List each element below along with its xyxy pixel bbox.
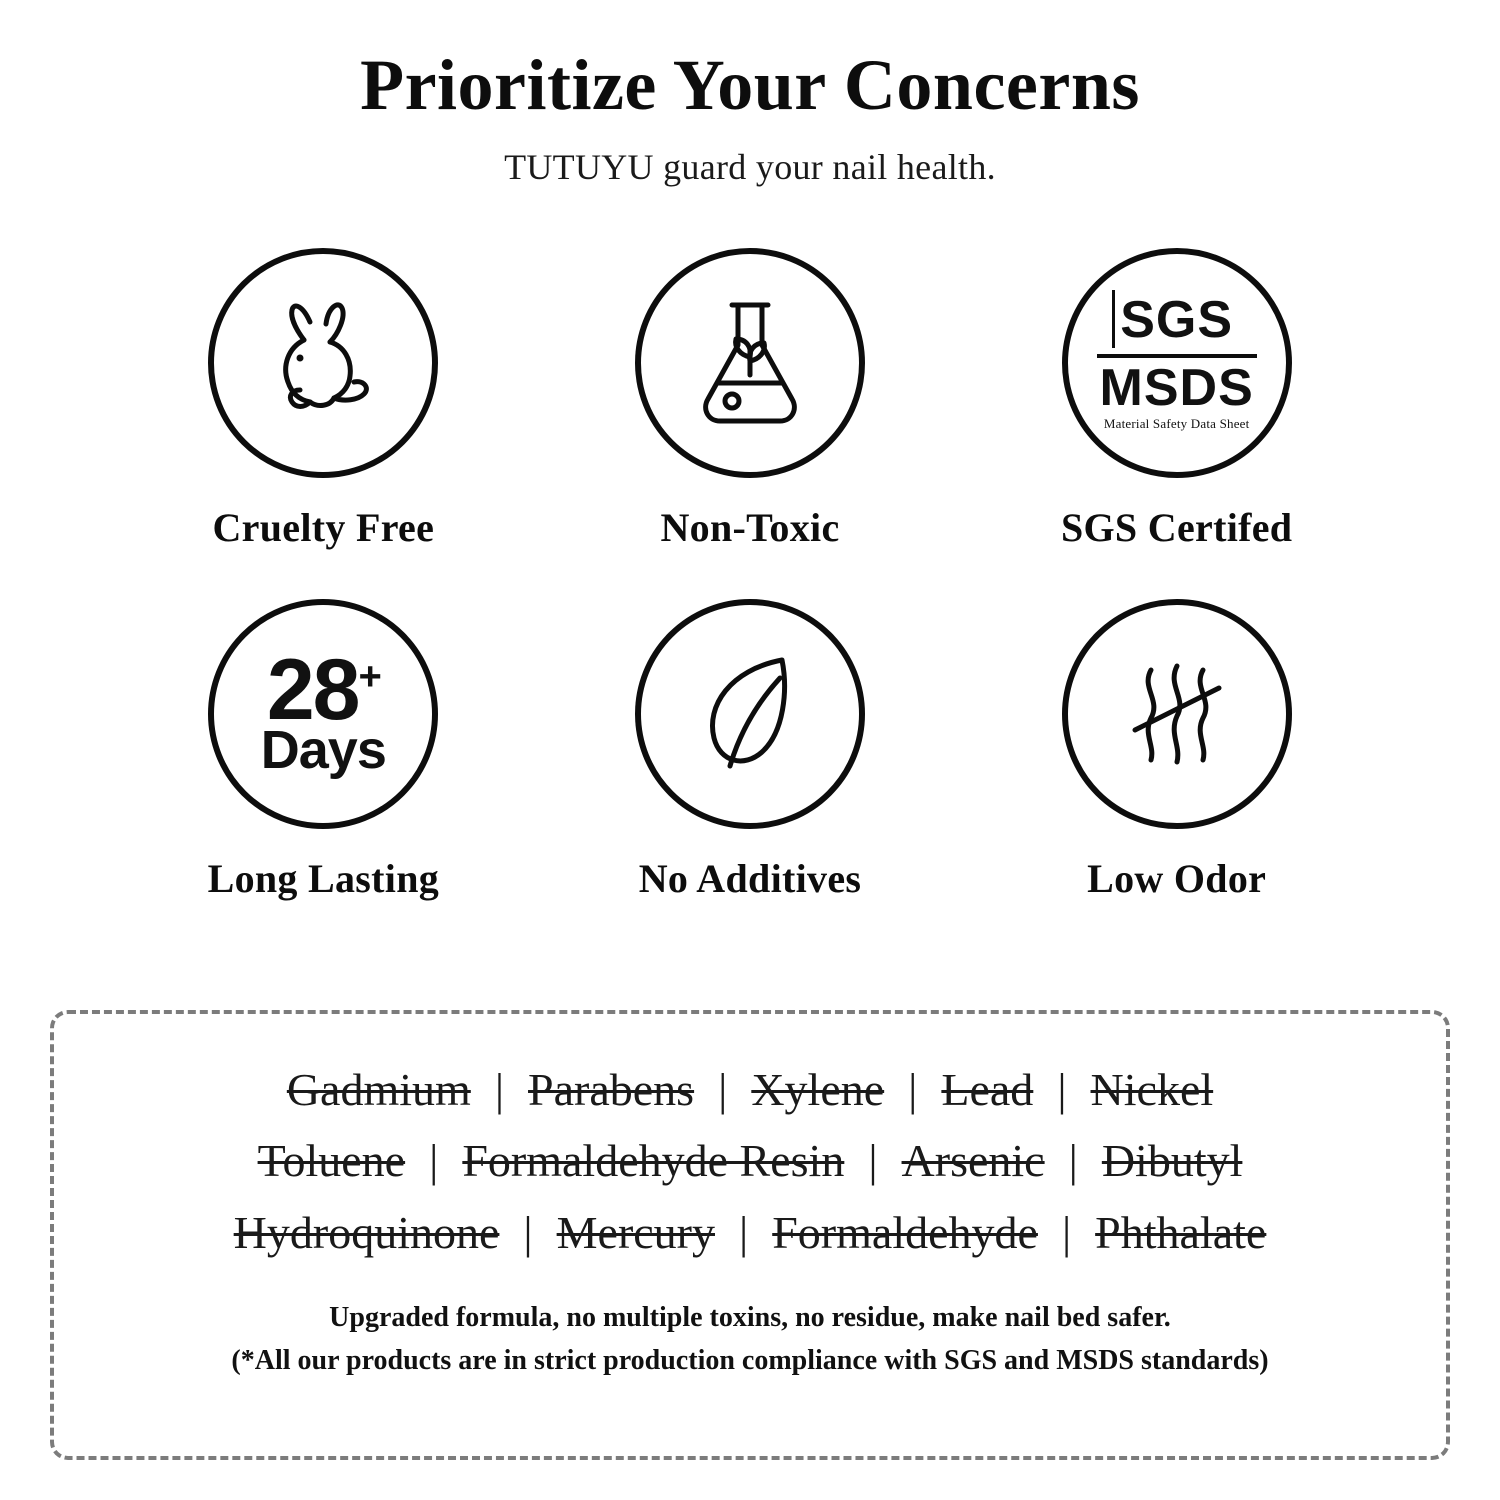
feature-no-additives [537, 599, 964, 902]
ingredient-item: Lead [941, 1064, 1034, 1115]
separator: | [718, 1064, 728, 1115]
header [0, 0, 1500, 188]
separator: | [494, 1064, 505, 1115]
flask-plant-icon [635, 248, 865, 478]
feature-low-odor [963, 599, 1390, 902]
separator: | [908, 1064, 918, 1115]
ingredient-item: Xylene [751, 1064, 885, 1115]
feature-cruelty-free [110, 248, 537, 551]
ingredient-item: Hydroquinone [233, 1206, 500, 1258]
sgs-middle-text: MSDS [1099, 358, 1254, 417]
separator: | [523, 1206, 533, 1258]
28-days-icon [208, 599, 438, 829]
separator: | [1061, 1206, 1072, 1258]
sgs-vertical-rule [1112, 290, 1115, 348]
ingredient-item: Nickel [1090, 1064, 1214, 1115]
free-from-row [94, 1125, 1406, 1196]
feature-grid [0, 248, 1500, 902]
ingredient-item: Formaldehyde [772, 1206, 1038, 1258]
note-primary: Upgraded formula, no multiple toxins, no residue, make nail bed safer. [329, 1301, 1171, 1333]
separator: | [1057, 1064, 1067, 1115]
feature-label: SGS Certifed [1060, 504, 1293, 550]
days-word: Days [260, 720, 386, 781]
feature-label: Long Lasting [207, 855, 440, 901]
days-badge-content [260, 642, 386, 781]
separator: | [868, 1135, 878, 1187]
note-secondary: (*All our products are in strict production compliance with SGS and MSDS standards) [231, 1345, 1269, 1377]
days-number-value: 28 [266, 642, 359, 739]
feature-long-lasting [110, 599, 537, 902]
feature-label: No Additives [638, 855, 862, 901]
ingredient-item: Mercury [556, 1206, 715, 1258]
sgs-divider [1097, 354, 1257, 358]
ingredient-item: Toluene [257, 1135, 406, 1187]
page-title: Prioritize Your Concerns [360, 45, 1140, 125]
days-number [266, 642, 380, 739]
feature-sgs-certified [963, 248, 1390, 551]
feature-non-toxic [537, 248, 964, 551]
feature-label: Cruelty Free [212, 504, 435, 550]
sgs-msds-icon [1062, 248, 1292, 478]
days-plus-sign: + [358, 654, 380, 699]
sgs-caption: Material Safety Data Sheet [1103, 415, 1250, 431]
feature-label: Low Odor [1087, 855, 1267, 901]
separator: | [1068, 1135, 1078, 1187]
panel-notes [94, 1296, 1406, 1383]
ingredient-item: Gadmium [286, 1064, 471, 1115]
sgs-badge-content [1068, 254, 1286, 472]
ingredient-item: Parabens [528, 1064, 695, 1115]
leaf-icon [635, 599, 865, 829]
sgs-top-text: SGS [1120, 290, 1234, 349]
feature-label: Non-Toxic [660, 504, 840, 550]
page-subtitle: TUTUYU guard your nail health. [504, 146, 996, 187]
rabbit-icon [208, 248, 438, 478]
ingredient-item: Formaldehyde Resin [462, 1135, 845, 1187]
ingredient-item: Dibutyl [1101, 1135, 1243, 1187]
free-from-row [94, 1054, 1406, 1125]
free-from-list [94, 1054, 1406, 1268]
separator: | [429, 1135, 439, 1187]
free-from-row [94, 1197, 1406, 1268]
ingredient-item: Phthalate [1095, 1206, 1267, 1258]
separator: | [739, 1206, 749, 1258]
ingredient-item: Arsenic [901, 1135, 1045, 1187]
free-from-panel [50, 1010, 1450, 1460]
no-odor-icon [1062, 599, 1292, 829]
